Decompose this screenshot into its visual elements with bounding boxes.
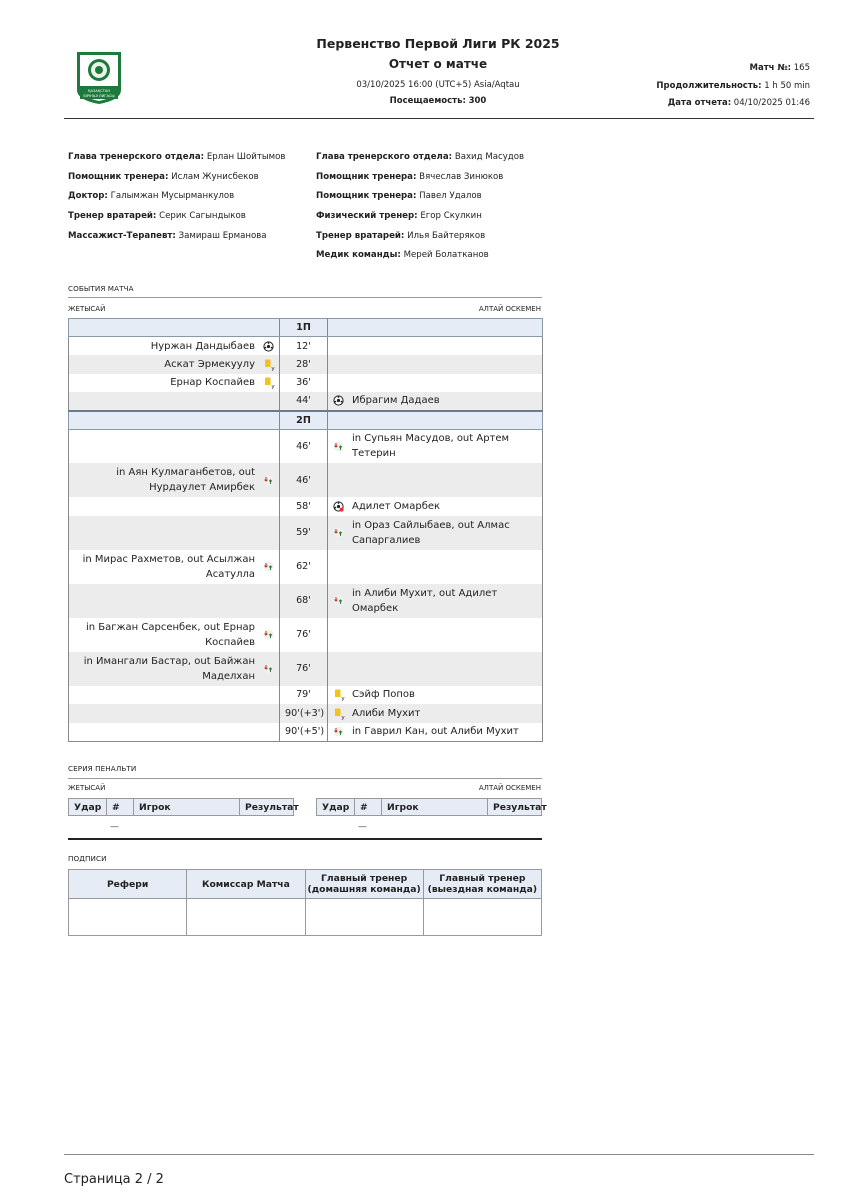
event-row [69, 652, 543, 686]
penalties-home-team: ЖЕТЫСАЙ [68, 784, 106, 792]
match-number-label: Матч №: [749, 63, 792, 73]
yellow-card-icon [263, 377, 275, 391]
events-away-team: АЛТАЙ ОСКЕМЕН [478, 305, 541, 313]
events-home-team: ЖЕТЫСАЙ [68, 305, 106, 313]
staff-name: Ерлан Шойтымов [206, 152, 286, 162]
yellow-card-icon [333, 689, 345, 703]
event-away-cell [328, 652, 543, 686]
staff-entry [68, 211, 285, 231]
header-divider [64, 118, 814, 119]
sig-box-referee[interactable] [69, 899, 187, 936]
staff-role: Тренер вратарей: [316, 230, 405, 241]
staff-name: Мерей Болатканов [403, 250, 489, 261]
sig-box-away-coach[interactable] [423, 899, 541, 936]
event-text: Сэйф Попов [352, 689, 415, 701]
event-home-cell [69, 429, 280, 463]
event-away-cell [328, 337, 543, 356]
event-home-cell [69, 497, 280, 516]
period-label: 2П [280, 411, 328, 430]
event-minute: 36' [280, 374, 328, 393]
substitution-icon [333, 441, 344, 452]
league-title: Первенство Первой Лиги РК 2025 [316, 36, 560, 51]
match-number-value: 165 [793, 63, 810, 73]
home-staff-list [68, 152, 285, 250]
sig-box-commissioner[interactable] [187, 899, 305, 936]
period-home-cell [69, 411, 280, 430]
staff-role: Доктор: [68, 191, 108, 202]
substitution-icon [333, 527, 344, 538]
event-away-cell [328, 355, 543, 374]
event-home-cell [69, 618, 280, 652]
staff-entry [68, 231, 285, 251]
attendance [240, 96, 636, 106]
event-text: in Имангали Бастар, out Байжан Маделхан [83, 655, 255, 682]
event-minute: 90'(+5') [280, 723, 328, 742]
home-penalty-table [68, 798, 299, 816]
match-duration [656, 81, 810, 91]
away-staff-list [316, 152, 524, 270]
event-row [69, 516, 543, 550]
pen-col-player: Игрок [382, 799, 488, 816]
footer-divider [64, 1154, 814, 1155]
pen-col-number: # [355, 799, 382, 816]
event-minute: 28' [280, 355, 328, 374]
event-away-cell [328, 463, 543, 497]
staff-entry [316, 172, 524, 192]
svg-text:y: y [341, 696, 345, 703]
staff-name: Вахид Масудов [454, 152, 525, 162]
events-section-title: СОБЫТИЯ МАТЧА [68, 284, 134, 293]
signatures-table [68, 869, 542, 936]
event-row [69, 618, 543, 652]
report-date-label: Дата отчета: [667, 98, 732, 108]
event-away-cell [328, 497, 543, 516]
staff-role: Глава тренерского отдела: [68, 152, 205, 162]
event-text: in Мирас Рахметов, out Асылжан Асатулла [82, 553, 255, 580]
staff-name: Вячеслав Зинюков [419, 171, 504, 182]
pen-col-shot: Удар [69, 799, 107, 816]
duration-label: Продолжительность: [656, 81, 762, 91]
event-row [69, 429, 543, 463]
substitution-icon [333, 595, 344, 606]
staff-role: Помощник тренера: [316, 171, 417, 182]
event-minute: 90'(+3') [280, 704, 328, 723]
event-text: Ибрагим Дадаев [352, 395, 440, 407]
sig-box-home-coach[interactable] [305, 899, 423, 936]
sig-col-home-coach: Главный тренер (домашняя команда) [305, 870, 423, 899]
period-label: 1П [280, 319, 328, 337]
staff-name: Ислам Жунисбеков [171, 171, 259, 182]
staff-role: Медик команды: [316, 250, 401, 261]
period-away-cell [328, 411, 543, 430]
staff-role: Глава тренерского отдела: [316, 152, 453, 162]
staff-entry [316, 191, 524, 211]
pen-col-player: Игрок [134, 799, 240, 816]
staff-entry [316, 250, 524, 270]
event-away-cell [328, 550, 543, 584]
period-header-row [69, 411, 543, 430]
event-row [69, 723, 543, 742]
staff-name: Серик Сагындыков [159, 211, 246, 222]
event-minute: 62' [280, 550, 328, 584]
pen-col-result: Результат [240, 799, 294, 816]
penalties-team-names [68, 784, 541, 792]
signatures-section-title: ПОДПИСИ [68, 854, 107, 863]
event-home-cell [69, 584, 280, 618]
svg-text:БІРІНШІ ЛИГАСЫ: БІРІНШІ ЛИГАСЫ [83, 94, 115, 98]
staff-name: Галымжан Мусырманкулов [110, 191, 235, 202]
event-home-cell [69, 686, 280, 705]
staff-name: Илья Байтеряков [407, 230, 486, 241]
event-minute: 12' [280, 337, 328, 356]
match-number [750, 63, 810, 73]
period-header-row [69, 319, 543, 337]
event-away-cell [328, 686, 543, 705]
away-penalty-empty: — [358, 822, 367, 832]
event-minute: 59' [280, 516, 328, 550]
event-home-cell [69, 463, 280, 497]
event-home-cell [69, 704, 280, 723]
staff-entry [316, 231, 524, 251]
yellow-card-icon [333, 708, 344, 719]
event-text: Алиби Мухит [352, 707, 421, 719]
event-minute: 79' [280, 686, 328, 705]
event-away-cell [328, 429, 543, 463]
event-text: in Аян Кулмаганбетов, out Нурдаулет Амирбек [116, 467, 255, 493]
svg-text:y: y [341, 714, 345, 721]
event-home-cell [69, 516, 280, 550]
staff-role: Помощник тренера: [68, 171, 169, 182]
svg-text:ҚАЗАҚСТАН: ҚАЗАҚСТАН [87, 89, 111, 93]
event-away-cell [328, 516, 543, 550]
events-team-names [68, 305, 541, 313]
report-date-value: 04/10/2025 01:46 [733, 98, 810, 108]
staff-entry [316, 211, 524, 231]
event-home-cell [69, 550, 280, 584]
pen-col-shot: Удар [317, 799, 355, 816]
goal-ball-icon [333, 395, 344, 406]
penalties-section-title: СЕРИЯ ПЕНАЛЬТИ [68, 764, 137, 773]
substitution-icon [263, 561, 274, 572]
event-row [69, 392, 543, 411]
event-text: in Супьян Масудов, out Артем Тетерин [352, 433, 510, 460]
staff-role: Помощник тренера: [316, 191, 417, 202]
sig-col-commissioner: Комиссар Матча [187, 870, 305, 899]
penalties-bottom-rule [68, 838, 542, 840]
svg-text:y: y [271, 365, 275, 372]
event-away-cell [328, 618, 543, 652]
event-minute: 46' [280, 429, 328, 463]
event-away-cell [328, 392, 543, 411]
event-home-cell [69, 392, 280, 411]
event-text: Адилет Омарбек [352, 500, 441, 512]
staff-name: Павел Удалов [419, 191, 482, 202]
event-row [69, 463, 543, 497]
match-datetime: 03/10/2025 16:00 (UTC+5) Asia/Aqtau [356, 80, 520, 90]
event-row [69, 704, 543, 723]
substitution-icon [263, 475, 274, 486]
event-home-cell [69, 652, 280, 686]
events-table [68, 318, 543, 742]
event-minute: 46' [280, 463, 328, 497]
page-number: Страница 2 / 2 [64, 1172, 164, 1187]
attendance-value: 300 [468, 96, 487, 106]
period-away-cell [328, 319, 543, 337]
substitution-icon [263, 629, 274, 640]
event-text: in Гаврил Кан, out Алиби Мухит [352, 726, 519, 737]
report-title: Отчет о матче [388, 57, 488, 71]
event-row [69, 584, 543, 618]
svg-text:y: y [271, 384, 275, 391]
league-logo [74, 50, 124, 106]
event-text: Аскат Эрмекуулу [164, 358, 255, 370]
event-row [69, 355, 543, 374]
staff-entry [68, 152, 285, 172]
event-row [69, 686, 543, 705]
home-penalty-empty: — [110, 822, 119, 832]
sig-col-away-coach: Главный тренер (выездная команда) [423, 870, 541, 899]
event-text: Ернар Коспайев [170, 377, 255, 389]
event-row [69, 374, 543, 393]
staff-entry [68, 191, 285, 211]
event-away-cell [328, 584, 543, 618]
event-minute: 58' [280, 497, 328, 516]
report-date [668, 98, 810, 108]
event-away-cell [328, 723, 543, 742]
event-text: in Алиби Мухит, out Адилет Омарбек [352, 587, 498, 614]
yellow-card-icon [263, 359, 274, 370]
event-row [69, 550, 543, 584]
goal-ball-icon [263, 341, 274, 352]
event-minute: 44' [280, 392, 328, 411]
event-away-cell [328, 374, 543, 393]
period-home-cell [69, 319, 280, 337]
event-home-cell [69, 355, 280, 374]
pen-col-number: # [107, 799, 134, 816]
pen-col-result: Результат [488, 799, 542, 816]
staff-role: Тренер вратарей: [68, 211, 157, 222]
event-home-cell [69, 337, 280, 356]
event-minute: 76' [280, 652, 328, 686]
event-home-cell [69, 723, 280, 742]
event-row [69, 497, 543, 516]
penalties-away-team: АЛТАЙ ОСКЕМЕН [478, 784, 541, 792]
event-text: in Багжан Сарсенбек, out Ернар Коспайев [86, 621, 255, 648]
staff-name: Замираш Ерманова [178, 230, 267, 241]
event-minute: 68' [280, 584, 328, 618]
staff-name: Егор Скулкин [420, 211, 482, 222]
staff-entry [316, 152, 524, 172]
duration-value: 1 h 50 min [764, 81, 810, 91]
events-divider [68, 297, 542, 298]
event-away-cell [328, 704, 543, 723]
staff-entry [68, 172, 285, 192]
staff-role: Массажист-Терапевт: [68, 230, 176, 241]
away-penalty-table [316, 798, 547, 816]
penalties-divider [68, 778, 542, 779]
event-row [69, 337, 543, 356]
staff-role: Физический тренер: [316, 211, 418, 222]
event-minute: 76' [280, 618, 328, 652]
event-text: Нуржан Дандыбаев [150, 340, 255, 352]
substitution-icon [333, 726, 344, 737]
substitution-icon [263, 663, 274, 674]
event-text: in Ораз Сайлыбаев, out Алмас Сапаргалиев [352, 519, 510, 546]
attendance-label: Посещаемость: [389, 96, 466, 106]
event-home-cell [69, 374, 280, 393]
own-goal-ball-icon [333, 501, 344, 512]
sig-col-referee: Рефери [69, 870, 187, 899]
